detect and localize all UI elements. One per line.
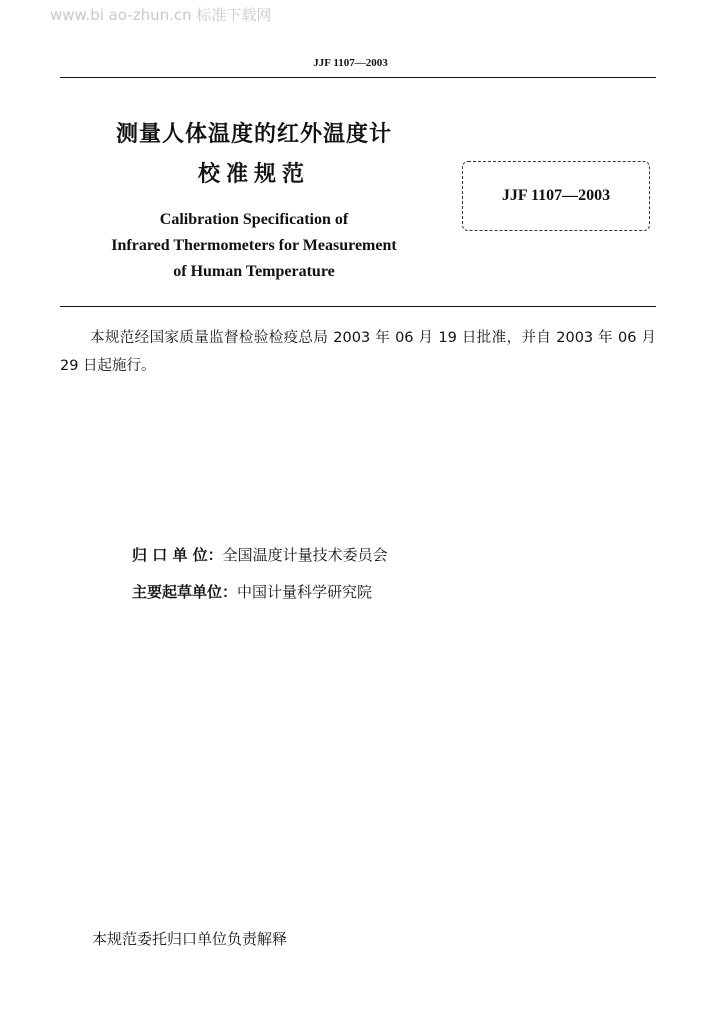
title-rule [60, 306, 656, 307]
drafting-unit-row [132, 581, 372, 602]
chinese-title-line-1: 测量人体温度的红外温度计 [115, 122, 392, 147]
chinese-title-line-2: 校准规范 [197, 162, 310, 187]
header-rule [60, 77, 656, 78]
watermark-text: www.bi ao-zhun.cn 标准下载网 [50, 6, 272, 24]
drafting-unit-label: 主要起草单位： [132, 583, 238, 601]
english-title-line-3: of Human Temperature [173, 263, 335, 280]
standard-code: JJF 1107—2003 [501, 187, 611, 204]
standard-code-box [462, 161, 650, 231]
approval-statement: 本规范经国家质量监督检验检疫总局 2003 年 06 月 19 日批准，并自 2003 年 06 月 29 日起施行。 [60, 330, 656, 374]
responsible-unit-value: 全国温度计量技术委员会 [222, 546, 388, 564]
header-standard-code: JJF 1107—2003 [313, 57, 388, 69]
english-title-line-1: Calibration Specification of [159, 211, 349, 228]
interpretation-note: 本规范委托归口单位负责解释 [92, 930, 288, 948]
drafting-unit-value: 中国计量科学研究院 [237, 583, 373, 601]
english-title-line-2: Infrared Thermometers for Measurement [111, 237, 397, 254]
responsible-unit-label: 归 口 单 位： [132, 546, 223, 564]
english-title [60, 207, 448, 285]
responsible-unit-row [132, 544, 388, 565]
chinese-title [60, 115, 448, 195]
